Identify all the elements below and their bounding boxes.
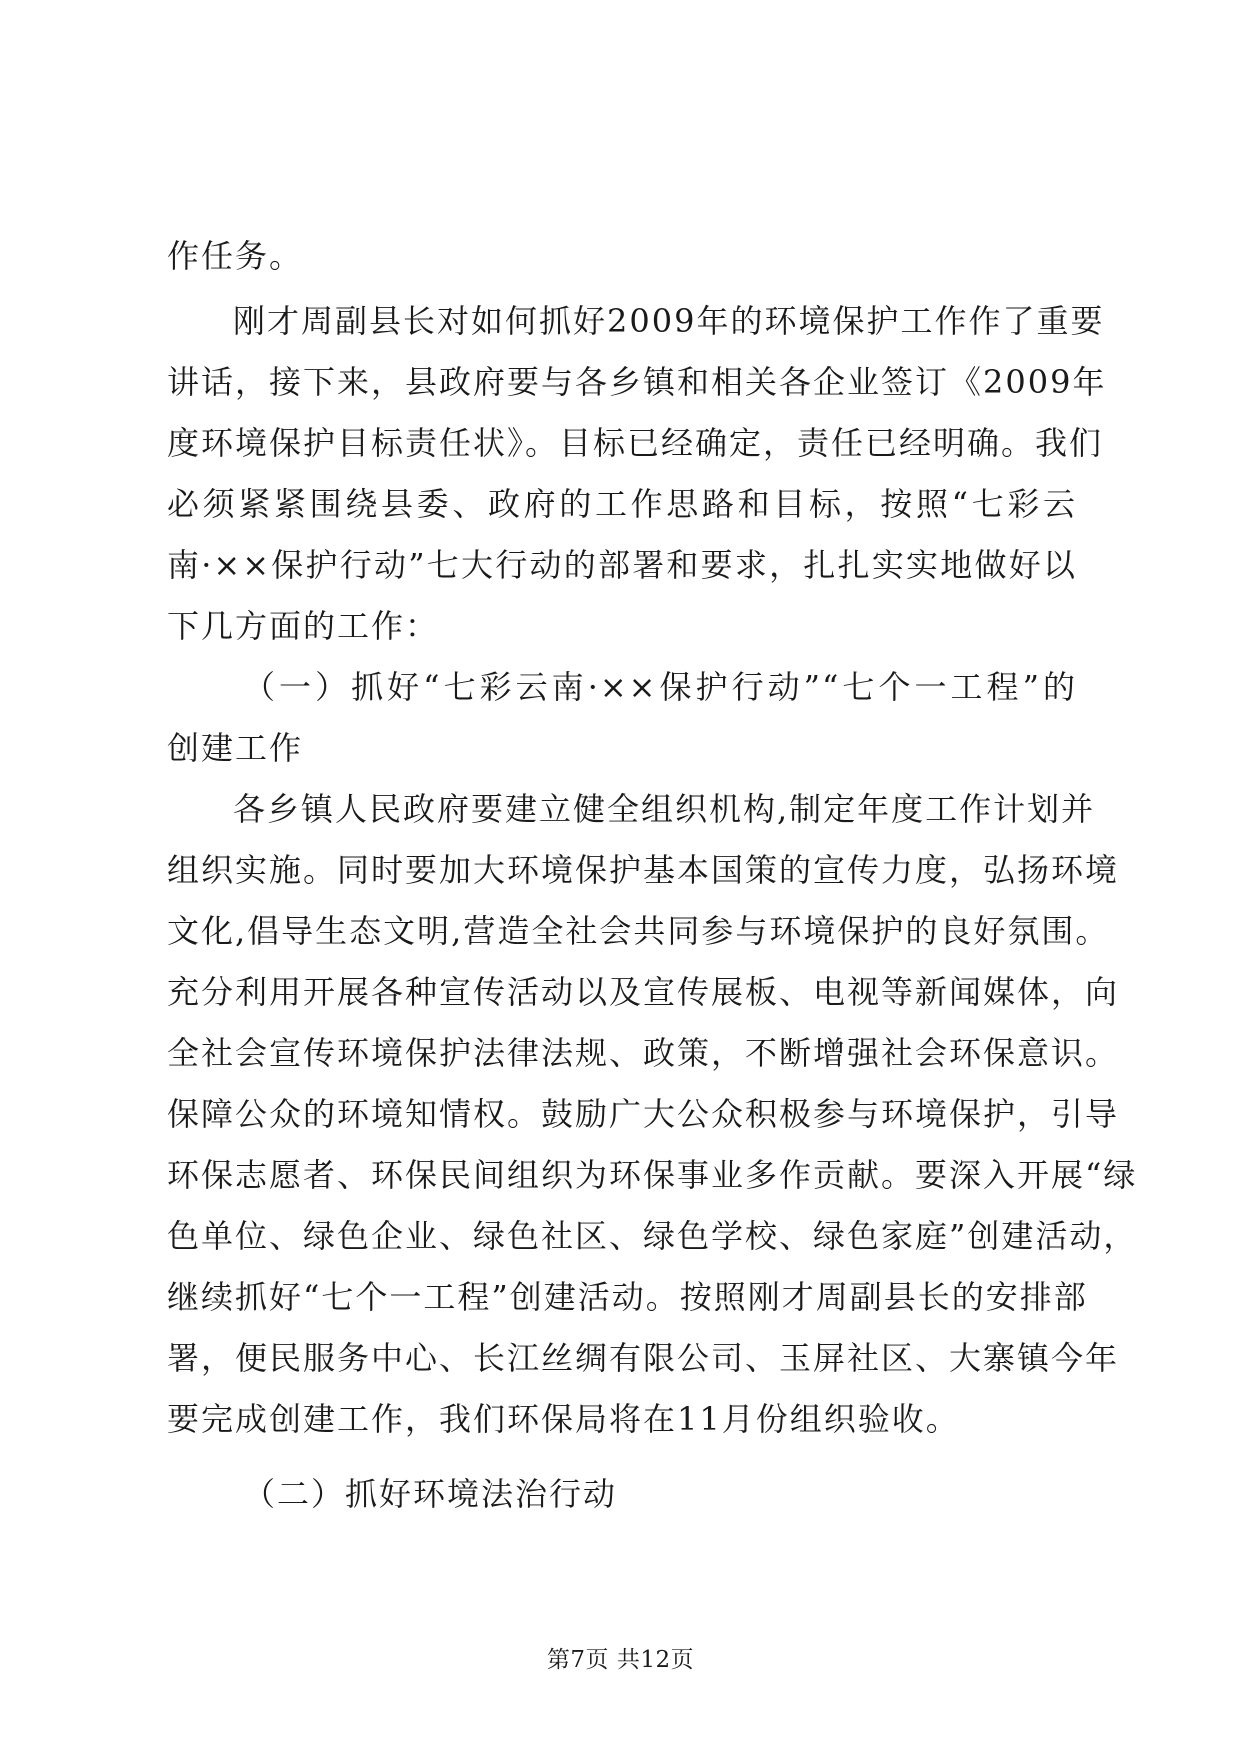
section-heading: 创建工作 [167,729,304,767]
text-line: 必须紧紧围绕县委、政府的工作思路和目标，按照“七彩云 [167,485,1077,523]
section-heading: （一）抓好“七彩云南·××保护行动”“七个一工程”的 [243,668,1077,706]
text-line: 充分利用开展各种宣传活动以及宣传展板、电视等新闻媒体，向 [167,973,1120,1011]
text-line: 作任务。 [167,237,304,275]
text-line: 各乡镇人民政府要建立健全组织机构,制定年度工作计划并 [233,790,1096,828]
text-line: 讲话，接下来，县政府要与各乡镇和相关各企业签订《2009年 [167,363,1107,401]
text-line: 刚才周副县长对如何抓好2009年的环境保护工作作了重要 [233,302,1105,340]
text-line: 保障公众的环境知情权。鼓励广大公众积极参与环境保护，引导 [167,1095,1120,1133]
page-footer: 第7页 共12页 [546,1647,695,1673]
text-line: 继续抓好“七个一工程”创建活动。按照刚才周副县长的安排部 [167,1278,1088,1316]
text-line: 南·××保护行动”七大行动的部署和要求，扎扎实实地做好以 [167,546,1077,584]
text-line: 要完成创建工作，我们环保局将在11月份组织验收。 [167,1400,960,1438]
text-line: 全社会宣传环境保护法律法规、政策，不断增强社会环保意识。 [167,1034,1120,1072]
text-line: 文化,倡导生态文明,营造全社会共同参与环境保护的良好氛围。 [167,912,1110,950]
text-line: 署，便民服务中心、长江丝绸有限公司、玉屏社区、大寨镇今年 [167,1339,1120,1377]
text-line: 环保志愿者、环保民间组织为环保事业多作贡献。要深入开展“绿 [167,1156,1138,1194]
body-text [167,226,1138,1525]
section-heading: （二）抓好环境法治行动 [243,1475,618,1513]
text-line: 度环境保护目标责任状》。目标已经确定，责任已经明确。我们 [167,424,1104,462]
text-line: 下几方面的工作： [167,607,440,645]
text-line: 组织实施。同时要加大环境保护基本国策的宣传力度，弘扬环境 [167,851,1120,889]
text-line: 色单位、绿色企业、绿色社区、绿色学校、绿色家庭”创建活动， [167,1217,1138,1255]
